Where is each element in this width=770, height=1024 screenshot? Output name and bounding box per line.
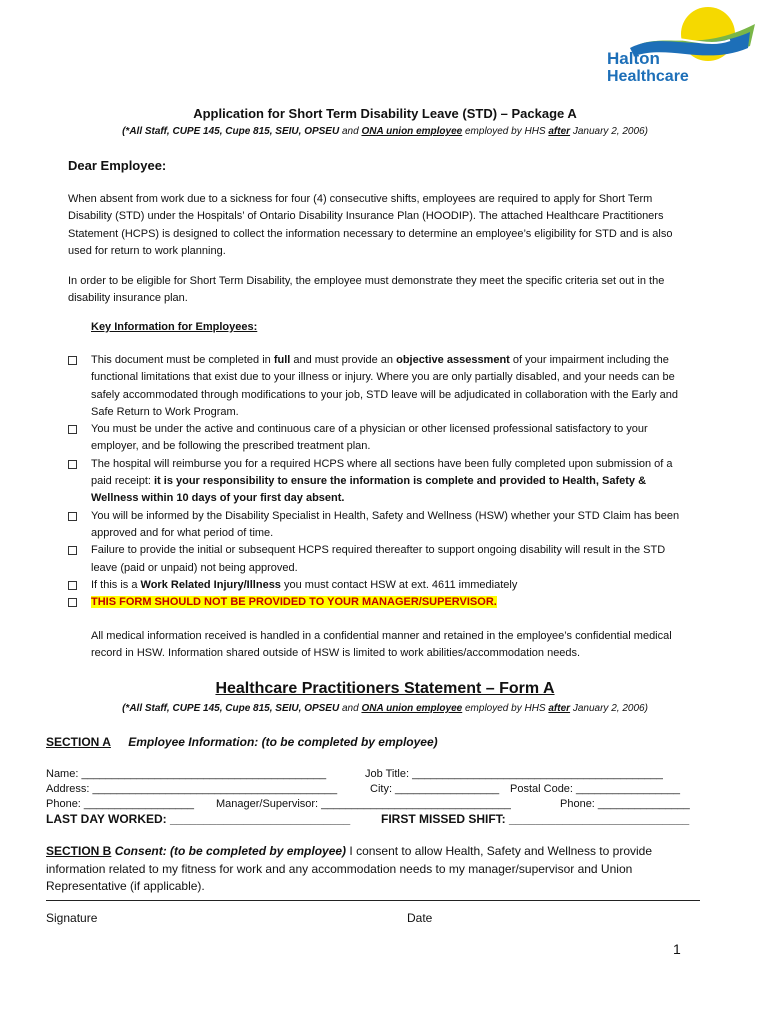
bullet5: Failure to provide the initial or subsequent HCPS required thereafter to support ongoing disability will result in the STD leave (paid or unpaid) not being approved. xyxy=(91,544,666,574)
phone-field[interactable]: Phone: __________________ xyxy=(46,798,195,810)
checkbox-icon[interactable] xyxy=(68,512,77,521)
list-item xyxy=(68,508,688,543)
postal-code-field[interactable]: Postal Code: _________________ xyxy=(510,783,681,795)
key-info-heading: Key Information for Employees: xyxy=(91,321,258,333)
intro-paragraph: When absent from work due to a sickness for four (4) consecutive shifts, employees are required to apply for Short Term Disability (STD) under the Hospitals’ of Ontario Disability Insurance Plan (HOODIP). The attached Healthcare Practitioners Statement (HCPS) is designed to collect the information necessary to determine an employee’s eligibility for STD and is also used for return to work planning. xyxy=(68,193,673,257)
manager-field[interactable]: Manager/Supervisor: _______________________________ xyxy=(216,798,511,810)
last-day-worked-field[interactable]: LAST DAY WORKED: ___________________________ xyxy=(46,812,351,826)
bullet2: You must be under the active and continuous care of a physician or other licensed professional satisfactory to your employer, and be following the prescribed treatment plan. xyxy=(91,423,648,453)
bullet6-b: Work Related Injury/Illness xyxy=(140,578,281,591)
checkbox-icon[interactable] xyxy=(68,460,77,469)
bullet1-c: and must provide an xyxy=(290,354,397,366)
subtitle-f: January 2, 2006) xyxy=(572,126,648,137)
bullet4: You will be informed by the Disability Specialist in Health, Safety and Wellness (HSW) whether your STD Claim has been approved and for what period of time. xyxy=(91,509,680,539)
section-a-label: SECTION A xyxy=(46,735,111,749)
confidentiality-paragraph: All medical information received is handled in a confidential manner and retained in the employee’s confidential medical record in HSW. Information shared outside of HSW is limited to work abilities/accommodation needs. xyxy=(91,630,672,660)
section-a-desc: Employee Information: (to be completed by employee) xyxy=(128,735,438,749)
list-item xyxy=(68,594,688,611)
list-item xyxy=(68,456,688,508)
signature-label: Signature xyxy=(46,911,98,925)
section-b-desc: Consent: (to be completed by employee) xyxy=(114,844,347,858)
document-title: Application for Short Term Disability Leave (STD) – Package A xyxy=(193,106,577,121)
bullet1-d: objective assessment xyxy=(396,354,510,366)
signature-line[interactable] xyxy=(46,900,700,901)
bullet6-c: you must contact HSW at ext. 4611 immediately xyxy=(280,578,518,591)
subtitle-c: ONA union employee xyxy=(361,703,463,714)
checkbox-icon[interactable] xyxy=(68,356,77,365)
manager-phone-field[interactable]: Phone: _______________ xyxy=(560,798,690,810)
job-title-field[interactable]: Job Title: _________________________________________ xyxy=(365,768,663,780)
logo-line1: Halton xyxy=(607,49,660,68)
list-item xyxy=(68,421,688,456)
form-subtitle xyxy=(0,703,770,714)
subtitle-b: and xyxy=(341,703,359,714)
first-missed-shift-field[interactable]: FIRST MISSED SHIFT: ___________________________ xyxy=(381,812,690,826)
date-label: Date xyxy=(407,911,433,925)
subtitle-a: (*All Staff, CUPE 145, Cupe 815, SEIU, OPSEU xyxy=(122,703,340,714)
city-field[interactable]: City: _________________ xyxy=(370,783,500,795)
section-b xyxy=(46,843,696,896)
list-item xyxy=(68,577,688,594)
name-field[interactable]: Name: ________________________________________ xyxy=(46,768,327,780)
section-b-text: I consent to allow Health, Safety and Wellness to provide information related to my fitness for work and any accommodation needs to my manager/supervisor and Union Representative (if applicable). xyxy=(46,844,653,893)
bullet3-a: The hospital will reimburse you for a required HCPS where all sections have been fully completed upon submission of a paid receipt: xyxy=(91,457,673,488)
document-subtitle xyxy=(0,126,770,137)
greeting: Dear Employee: xyxy=(68,158,167,173)
subtitle-e: after xyxy=(548,126,571,137)
subtitle-b: and xyxy=(341,126,359,137)
list-item xyxy=(68,352,688,421)
bullet1-a: This document must be completed in xyxy=(91,354,274,366)
bullet3-b: it is your responsibility to ensure the information is complete and provided to Health, Safety & Wellness within 10 days of your first day absent. xyxy=(91,475,647,505)
list-item xyxy=(68,542,688,577)
checkbox-icon[interactable] xyxy=(68,546,77,555)
bullet7-warning: THIS FORM SHOULD NOT BE PROVIDED TO YOUR MANAGER/SUPERVISOR. xyxy=(91,596,497,609)
section-a-header xyxy=(46,735,438,749)
checkbox-icon[interactable] xyxy=(68,581,77,590)
logo-line2: Healthcare xyxy=(607,68,689,85)
page-number: 1 xyxy=(673,941,681,957)
address-field[interactable]: Address: ________________________________________ xyxy=(46,783,338,795)
checkbox-icon[interactable] xyxy=(68,425,77,434)
eligibility-paragraph: In order to be eligible for Short Term Disability, the employee must demonstrate they meet the specific criteria set out in the disability insurance plan. xyxy=(68,275,665,305)
bullet1-b: full xyxy=(273,354,291,366)
subtitle-d: employed by HHS xyxy=(465,126,546,137)
checkbox-icon[interactable] xyxy=(68,598,77,607)
bullet1-e: of your impairment including the functional limitations that exist due to your illness or injury. Where you are only partially disabled, and your needs can be safely accommodated through modifications to your job, STD leave will be adjudicated in collaboration with the Early and Safe Return to Work Program. xyxy=(91,354,678,418)
subtitle-c: ONA union employee xyxy=(361,126,463,137)
bullet6-a: If this is a xyxy=(91,578,141,591)
key-info-list xyxy=(68,352,688,611)
subtitle-d: employed by HHS xyxy=(465,703,546,714)
section-b-label: SECTION B xyxy=(46,844,112,858)
subtitle-f: January 2, 2006) xyxy=(572,703,648,714)
subtitle-a: (*All Staff, CUPE 145, Cupe 815, SEIU, OPSEU xyxy=(122,126,340,137)
subtitle-e: after xyxy=(548,703,571,714)
form-title: Healthcare Practitioners Statement – Form A xyxy=(215,680,555,697)
logo-text xyxy=(607,50,689,86)
